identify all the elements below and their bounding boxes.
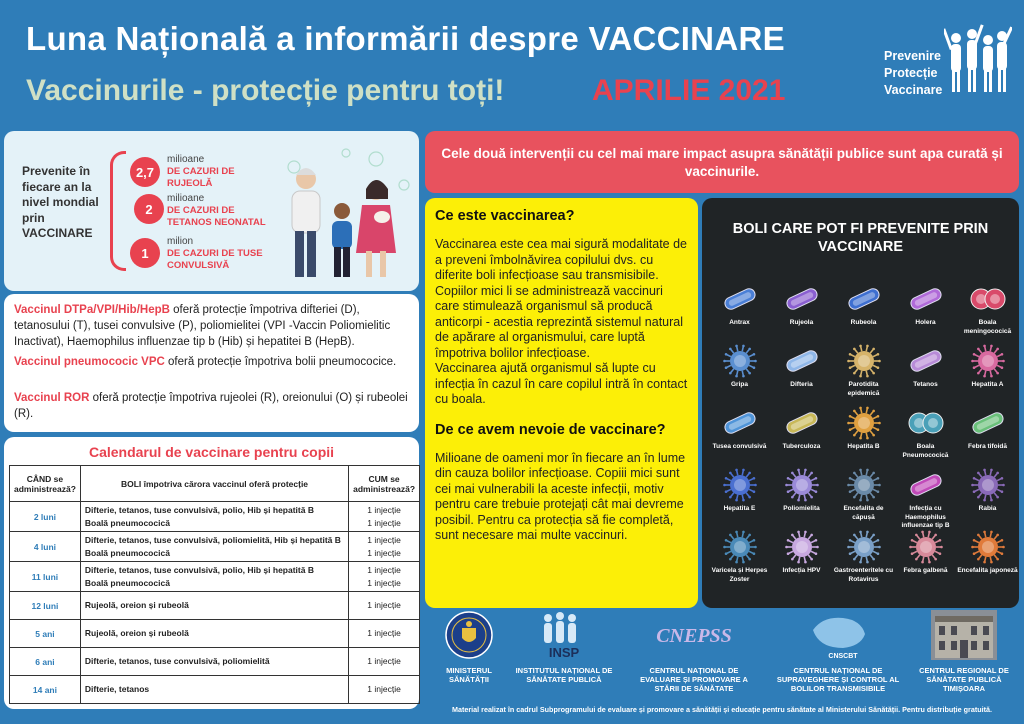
vaccine-description: oferă protecție împotriva difteriei (D), tetanosului (T), tusei convulsive (P), poliomielitei (VPI -Vaccin Poliomielitic Inactivat), Haemophilus influenzae tip b (Hib) și hepatitei B (HepB).	[14, 304, 391, 348]
disease-item	[894, 530, 957, 576]
disease-label: Holera	[915, 319, 936, 326]
disease-item	[956, 282, 1019, 336]
bacterium-icon	[906, 282, 946, 316]
page-subtitle: Vaccinurile - protecție pentru toți!	[26, 74, 505, 107]
dose-line: 1 injecție	[367, 547, 401, 558]
disease-item	[770, 530, 833, 576]
disease-line: Rujeolă, oreion și rubeolă	[84, 600, 189, 611]
disease-item	[956, 406, 1019, 452]
disease-item	[832, 530, 895, 584]
vaccine-paragraph	[14, 354, 414, 370]
vaccines-panel	[4, 294, 419, 432]
disease-item	[894, 468, 957, 531]
disease-item	[770, 344, 833, 390]
disease-line: Difterie, tetanos, tuse convulsivă, poliomielită, Hib și hepatită B	[84, 535, 341, 545]
age-cell: 14 ani	[10, 676, 81, 704]
dose-line: 1 injecție	[367, 577, 401, 588]
info-panel	[425, 198, 698, 608]
disease-item	[770, 406, 833, 452]
disease-label: Rujeola	[789, 319, 814, 326]
romania-map-icon	[803, 610, 873, 660]
logo-line: Prevenire	[884, 49, 941, 63]
disease-label: Encefalita japoneză	[957, 567, 1018, 574]
column-header: CÂND se administrează?	[10, 466, 81, 502]
diseases-panel	[702, 198, 1019, 608]
insp-logo-text: INSP	[548, 645, 580, 660]
diseases-cell	[80, 620, 348, 648]
cnscbt-logo-text: CNSCBT	[828, 653, 858, 660]
vaccine-name: Vaccinul DTPa/VPI/Hib/HepB	[14, 304, 170, 316]
logo-line: Vaccinare	[884, 83, 943, 97]
calendar-title: Calendarul de vaccinare pentru copii	[88, 444, 335, 460]
cnepss-logo-text: CNEPSS	[656, 625, 732, 647]
disease-item	[956, 468, 1019, 514]
org-timisoara	[908, 610, 1020, 693]
administration-cell	[349, 502, 420, 532]
page-title: Luna Națională a informării despre VACCINARE	[26, 20, 785, 57]
bacterium-icon	[968, 406, 1008, 440]
disease-line: Difterie, tetanos	[84, 684, 150, 695]
org-insp	[514, 610, 614, 684]
disease-label: Tusea convulsivă	[712, 443, 767, 450]
stat-unit: milioane	[167, 154, 205, 165]
stats-panel	[4, 131, 419, 291]
disease-item	[956, 530, 1019, 576]
dose-line: 1 injecție	[367, 600, 401, 611]
disease-line: Boală pneumococică	[84, 577, 170, 588]
cnepss-logo-icon	[649, 610, 739, 660]
disease-label: Hepatita E	[723, 505, 756, 512]
disease-item	[894, 282, 957, 328]
org-label: INSTITUTUL NAȚIONAL DE SĂNĂTATE PUBLICĂ	[515, 666, 613, 684]
stat-description: DE CAZURI DE TUSE CONVULSIVĂ	[167, 248, 263, 271]
administration-cell	[349, 562, 420, 592]
stats-intro: Prevenite în fiecare an la nivel mondial prin VACCINARE	[22, 164, 99, 240]
disease-item	[770, 468, 833, 514]
footnote: Material realizat în cadrul Subprogramului de evaluare și promovare a sănătății și educație pentru sănătate al Ministerului Sănătății. Pentru distribuție gratuită.	[451, 705, 992, 714]
disease-label: Febra galbenă	[903, 567, 948, 574]
virus-icon	[720, 468, 760, 502]
vaccine-paragraph	[14, 302, 414, 350]
disease-label: Hepatita A	[971, 381, 1004, 388]
disease-item	[832, 344, 895, 398]
disease-item	[956, 344, 1019, 390]
disease-line: Difterie, tetanos, tuse convulsivă, polio, Hib și hepatită B	[84, 565, 314, 575]
bacterium-icon	[782, 344, 822, 378]
campaign-logo-text	[884, 48, 942, 99]
virus-icon	[844, 344, 884, 378]
stat-number: 2	[134, 194, 164, 224]
virus-icon	[906, 406, 946, 440]
org-label: MINISTERUL SĂNĂTĂȚII	[446, 666, 492, 684]
diseases-cell	[80, 562, 348, 592]
disease-line: Difterie, tetanos, tuse convulsivă, poliomielită	[84, 656, 270, 667]
stat-description: DE CAZURI DE RUJEOLĂ	[167, 166, 235, 189]
disease-line: Difterie, tetanos, tuse convulsivă, polio, Hib și hepatită B	[84, 505, 314, 515]
bacterium-icon	[720, 406, 760, 440]
disease-label: Febra tifoidă	[967, 443, 1007, 450]
disease-label: Tetanos	[913, 381, 938, 388]
administration-cell	[349, 648, 420, 676]
disease-item	[708, 530, 771, 584]
disease-label: Rabia	[978, 505, 997, 512]
age-cell: 6 ani	[10, 648, 81, 676]
disease-label: Gastroenteritele cu Rotavirus	[833, 567, 894, 583]
virus-icon	[720, 530, 760, 564]
vaccination-calendar-panel	[4, 437, 419, 709]
question-heading: Ce este vaccinarea?	[435, 208, 575, 224]
disease-label: Boala Pneumococică	[902, 443, 949, 459]
diseases-cell	[80, 648, 348, 676]
org-cnscbt	[774, 610, 902, 693]
virus-icon	[968, 344, 1008, 378]
disease-label: Infecția cu Haemophilus influenzae tip B	[901, 505, 950, 529]
administration-cell	[349, 532, 420, 562]
virus-icon	[782, 530, 822, 564]
stat-number: 2,7	[130, 157, 160, 187]
vaccine-description: oferă protecție împotriva bolii pneumococice.	[164, 356, 397, 368]
virus-icon	[968, 468, 1008, 502]
bacterium-icon	[782, 406, 822, 440]
people-figures-icon	[944, 24, 1012, 96]
disease-label: Gripa	[731, 381, 748, 388]
campaign-month: APRILIE 2021	[592, 74, 786, 107]
virus-icon	[906, 530, 946, 564]
disease-item	[770, 282, 833, 328]
stat-unit: milion	[167, 236, 194, 247]
disease-item	[708, 406, 771, 452]
vaccine-paragraph	[14, 390, 414, 422]
disease-label: Difteria	[790, 381, 813, 388]
dose-line: 1 injecție	[367, 535, 401, 545]
org-label: CENTRUL NAȚIONAL DE SUPRAVEGHERE ȘI CONTROL AL BOLILOR TRANSMISIBILE	[776, 666, 900, 693]
disease-line: Boală pneumococică	[84, 547, 170, 558]
stat-description: DE CAZURI DE TETANOS NEONATAL	[167, 205, 266, 228]
age-cell: 2 luni	[10, 502, 81, 532]
administration-cell	[349, 620, 420, 648]
table-row	[10, 562, 420, 592]
org-label: CENTRUL NAȚIONAL DE EVALUARE ȘI PROMOVARE A STĂRII DE SĂNĂTATE	[640, 666, 748, 693]
disease-label: Hepatita B	[847, 443, 880, 450]
org-label: CENTRUL REGIONAL DE SĂNĂTATE PUBLICĂ TIMIȘOARA	[919, 666, 1009, 693]
virus-icon	[844, 468, 884, 502]
bacterium-icon	[906, 468, 946, 502]
disease-item	[708, 468, 771, 514]
disease-label: Antrax	[729, 319, 750, 326]
virus-icon	[844, 406, 884, 440]
brace-decoration	[110, 151, 126, 271]
diseases-title: BOLI CARE POT FI PREVENITE PRIN VACCINARE	[732, 221, 989, 255]
diseases-cell	[80, 676, 348, 704]
disease-item	[832, 282, 895, 328]
family-illustration	[276, 145, 416, 287]
age-cell: 5 ani	[10, 620, 81, 648]
table-row	[10, 648, 420, 676]
disease-item	[832, 406, 895, 452]
stat-unit: milioane	[167, 193, 205, 204]
table-row	[10, 532, 420, 562]
insp-logo-icon	[534, 610, 594, 660]
administration-cell	[349, 676, 420, 704]
diseases-cell	[80, 502, 348, 532]
disease-label: Rubeola	[850, 319, 877, 326]
table-row	[10, 676, 420, 704]
disease-label: Poliomielita	[783, 505, 820, 512]
virus-icon	[782, 468, 822, 502]
column-header: BOLI împotriva cărora vaccinul oferă protecție	[80, 466, 348, 502]
diseases-cell	[80, 532, 348, 562]
answer-text: Vaccinarea este cea mai sigură modalitate de a preveni îmbolnăvirea copilului dvs. cu diferite boli infecțioase sau transmisibile. Copiilor mici li se administrează vaccinuri care stimulează organismul să producă anticorpi - acestia reprezintă sistemul natural de apărare al organismului, care luptă împotriva bolilor infecțioase. Vaccinarea ajută organismul să lupte cu infecția în cazul în care copilul intră în contact cu boala.	[435, 237, 688, 406]
org-ministry	[438, 610, 500, 684]
dose-line: 1 injecție	[367, 505, 401, 515]
age-cell: 4 luni	[10, 532, 81, 562]
table-row	[10, 620, 420, 648]
stat-number: 1	[130, 238, 160, 268]
org-cnepss	[632, 610, 756, 693]
question-heading: De ce avem nevoie de vaccinare?	[435, 421, 666, 438]
bacterium-icon	[720, 282, 760, 316]
age-cell: 12 luni	[10, 592, 81, 620]
virus-icon	[844, 530, 884, 564]
vaccine-name: Vaccinul pneumococic VPC	[14, 356, 165, 368]
building-photo-icon	[931, 610, 997, 660]
column-header: CUM se administrează?	[349, 466, 420, 502]
bacterium-icon	[782, 282, 822, 316]
table-row	[10, 592, 420, 620]
disease-item	[708, 282, 771, 328]
bacterium-icon	[906, 344, 946, 378]
disease-label: Varicela și Herpes Zoster	[711, 567, 768, 583]
impact-banner: Cele două intervenții cu cel mai mare impact asupra sănătății publice sunt apa curată și vaccinurile.	[425, 131, 1019, 193]
disease-label: Boala meningococică	[963, 319, 1012, 335]
disease-label: Tuberculoza	[782, 443, 821, 450]
dose-line: 1 injecție	[367, 656, 401, 667]
administration-cell	[349, 592, 420, 620]
vaccine-name: Vaccinul ROR	[14, 392, 90, 404]
age-cell: 11 luni	[10, 562, 81, 592]
disease-label: Infecția HPV	[782, 567, 821, 574]
table-row	[10, 502, 420, 532]
dose-line: 1 injecție	[367, 684, 401, 695]
disease-label: Encefalita de căpușă	[843, 505, 884, 521]
bacterium-icon	[844, 282, 884, 316]
dose-line: 1 injecție	[367, 565, 401, 575]
disease-item	[832, 468, 895, 522]
virus-icon	[720, 344, 760, 378]
dose-line: 1 injecție	[367, 628, 401, 639]
disease-line: Rujeolă, oreion și rubeolă	[84, 628, 189, 639]
virus-icon	[968, 530, 1008, 564]
logo-line: Protecție	[884, 66, 938, 80]
disease-label: Parotidita epidemică	[847, 381, 880, 397]
answer-text: Milioane de oameni mor în fiecare an în lume din cauza bolilor infecțioase. Copiii mici sunt cei mai vulnerabili la aceste infecții, motiv pentru care trebuie protejați cât mai devreme posibil. Pentru ca protecția să fie completă, sunt necesare mai multe vaccinuri.	[435, 450, 686, 542]
virus-icon	[968, 282, 1008, 316]
disease-item	[894, 344, 957, 390]
dose-line: 1 injecție	[367, 517, 401, 528]
disease-item	[708, 344, 771, 390]
disease-line: Boală pneumococică	[84, 517, 170, 528]
vaccine-description: oferă protecție împotriva rujeolei (R), oreionului (O) și rubeolei (R).	[14, 392, 408, 420]
ministry-seal-icon	[444, 610, 494, 660]
diseases-cell	[80, 592, 348, 620]
table-header-row	[10, 466, 420, 502]
disease-item	[894, 406, 957, 460]
calendar-table	[9, 465, 420, 704]
